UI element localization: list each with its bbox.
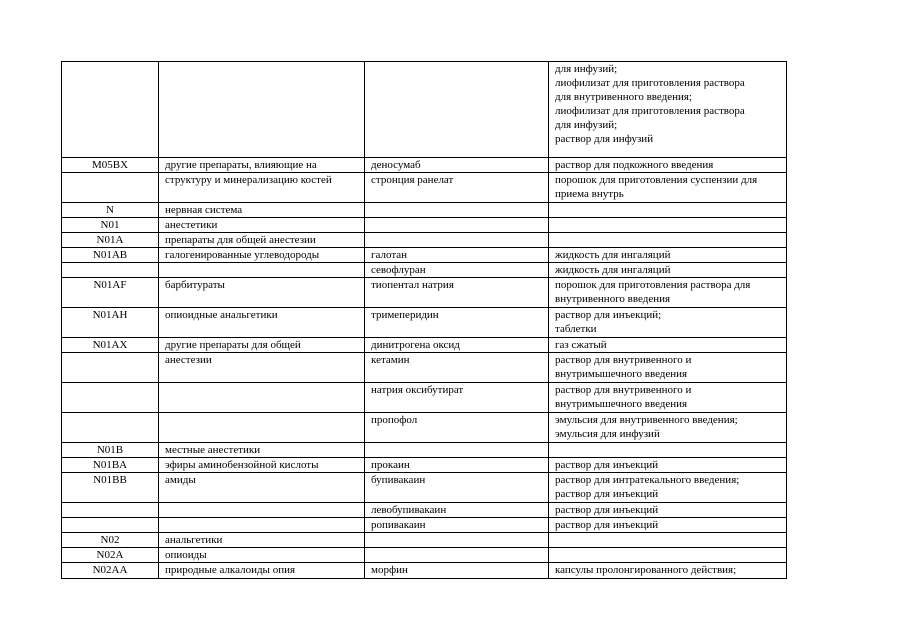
table-row [62,263,787,278]
group-cell: местные анестетики [159,443,365,458]
table-row [62,173,787,203]
atc-code-cell: N02A [62,548,159,563]
atc-code-cell: N02 [62,533,159,548]
drug-name-cell: динитрогена оксид [365,338,549,353]
atc-code-cell [62,62,159,158]
table-row [62,308,787,338]
group-cell [159,503,365,518]
drug-name-cell: галотан [365,248,549,263]
table-row [62,473,787,503]
group-cell: галогенированные углеводороды [159,248,365,263]
table-row [62,518,787,533]
atc-code-cell [62,263,159,278]
table-row [62,383,787,413]
atc-code-cell: N01AB [62,248,159,263]
group-cell [159,413,365,443]
dosage-form-line: раствор для внутривенного и [555,354,692,366]
drug-name-cell: левобупивакаин [365,503,549,518]
dosage-forms-cell [549,278,787,308]
atc-code-cell [62,413,159,443]
atc-code-cell: N01BB [62,473,159,503]
table-row [62,548,787,563]
group-cell: другие препараты для общей [159,338,365,353]
atc-code-cell: N01AH [62,308,159,338]
dosage-form-line: раствор для инъекций [555,504,659,516]
atc-code-cell: N01AX [62,338,159,353]
drug-name-cell [365,218,549,233]
dosage-form-line: для инфузий; [555,119,618,131]
group-cell: амиды [159,473,365,503]
group-cell: природные алкалоиды опия [159,563,365,579]
dosage-forms-cell [549,263,787,278]
atc-code-cell: N01AF [62,278,159,308]
table-row [62,338,787,353]
drug-name-cell: кетамин [365,353,549,383]
dosage-form-line: для внутривенного введения; [555,91,693,103]
dosage-form-line: раствор для инъекций [555,459,659,471]
dosage-forms-cell [549,518,787,533]
table-row [62,218,787,233]
atc-code-cell: N01B [62,443,159,458]
drug-name-cell [365,548,549,563]
table-row [62,203,787,218]
drug-name-cell: натрия оксибутират [365,383,549,413]
dosage-forms-cell [549,548,787,563]
dosage-forms-cell [549,62,787,158]
drug-name-cell: севофлуран [365,263,549,278]
group-cell [159,263,365,278]
dosage-forms-cell [549,413,787,443]
group-cell: нервная система [159,203,365,218]
dosage-form-line: для инфузий; [555,63,618,75]
drug-name-cell: стронция ранелат [365,173,549,203]
drug-name-cell: тримеперидин [365,308,549,338]
table-row [62,413,787,443]
dosage-forms-cell [549,353,787,383]
table-row [62,278,787,308]
group-cell: другие препараты, влияющие на [159,158,365,173]
dosage-forms-cell [549,248,787,263]
group-cell: препараты для общей анестезии [159,233,365,248]
table-row [62,533,787,548]
atc-code-cell [62,503,159,518]
atc-code-cell [62,173,159,203]
atc-code-cell: M05BX [62,158,159,173]
dosage-form-line: внутримышечного введения [555,398,688,410]
dosage-form-line: приема внутрь [555,188,624,200]
dosage-forms-cell [549,218,787,233]
dosage-forms-cell [549,473,787,503]
dosage-form-line: таблетки [555,323,597,335]
drug-name-cell: тиопентал натрия [365,278,549,308]
drug-name-cell [365,233,549,248]
dosage-form-line: порошок для приготовления суспензии для [555,174,758,186]
dosage-form-line: лиофилизат для приготовления раствора [555,77,745,89]
dosage-forms-cell [549,173,787,203]
dosage-forms-cell [549,158,787,173]
group-cell: опиоидные анальгетики [159,308,365,338]
atc-code-cell: N01BA [62,458,159,473]
dosage-forms-cell [549,503,787,518]
dosage-form-line: раствор для внутривенного и [555,384,692,396]
drug-name-cell [365,62,549,158]
dosage-form-line: лиофилизат для приготовления раствора [555,105,745,117]
group-cell: эфиры аминобензойной кислоты [159,458,365,473]
atc-code-cell: N01 [62,218,159,233]
atc-code-cell [62,383,159,413]
dosage-form-line: жидкость для ингаляций [555,249,671,261]
drug-name-cell: пропофол [365,413,549,443]
atc-code-cell: N01A [62,233,159,248]
dosage-form-line: внутривенного введения [555,293,671,305]
group-cell: опиоиды [159,548,365,563]
table-row [62,248,787,263]
atc-code-cell [62,353,159,383]
atc-code-cell: N02AA [62,563,159,579]
group-cell: барбитураты [159,278,365,308]
dosage-form-line: газ сжатый [555,339,607,351]
drug-table-body [62,62,787,579]
drug-name-cell [365,443,549,458]
table-row [62,233,787,248]
drug-name-cell: деносумаб [365,158,549,173]
dosage-form-line: эмульсия для инфузий [555,428,660,440]
dosage-forms-cell [549,203,787,218]
dosage-forms-cell [549,533,787,548]
dosage-forms-cell [549,563,787,579]
drug-name-cell: морфин [365,563,549,579]
dosage-form-line: порошок для приготовления раствора для [555,279,751,291]
table-row [62,503,787,518]
dosage-form-line: раствор для инъекций [555,488,659,500]
dosage-form-line: внутримышечного введения [555,368,688,380]
dosage-form-line: раствор для подкожного введения [555,159,714,171]
dosage-form-line: капсулы пролонгированного действия; [555,564,737,576]
dosage-form-line: раствор для инъекций; [555,309,662,321]
drug-name-cell [365,203,549,218]
dosage-form-line: эмульсия для внутривенного введения; [555,414,738,426]
group-cell [159,62,365,158]
dosage-form-line: раствор для инъекций [555,519,659,531]
table-row [62,353,787,383]
dosage-form-line: раствор для интратекального введения; [555,474,740,486]
table-row [62,458,787,473]
table-row [62,443,787,458]
group-cell [159,383,365,413]
table-row [62,158,787,173]
group-cell: анестезии [159,353,365,383]
atc-code-cell [62,518,159,533]
dosage-forms-cell [549,383,787,413]
group-cell [159,518,365,533]
table-row [62,62,787,158]
table-row [62,563,787,579]
dosage-forms-cell [549,443,787,458]
drug-name-cell [365,533,549,548]
atc-code-cell: N [62,203,159,218]
dosage-form-line: жидкость для ингаляций [555,264,671,276]
dosage-forms-cell [549,338,787,353]
dosage-form-line: раствор для инфузий [555,133,654,145]
drug-name-cell: ропивакаин [365,518,549,533]
drug-name-cell: бупивакаин [365,473,549,503]
group-cell: анальгетики [159,533,365,548]
drug-table [61,61,787,579]
dosage-forms-cell [549,308,787,338]
dosage-forms-cell [549,458,787,473]
group-cell: структуру и минерализацию костей [159,173,365,203]
group-cell: анестетики [159,218,365,233]
dosage-forms-cell [549,233,787,248]
drug-name-cell: прокаин [365,458,549,473]
